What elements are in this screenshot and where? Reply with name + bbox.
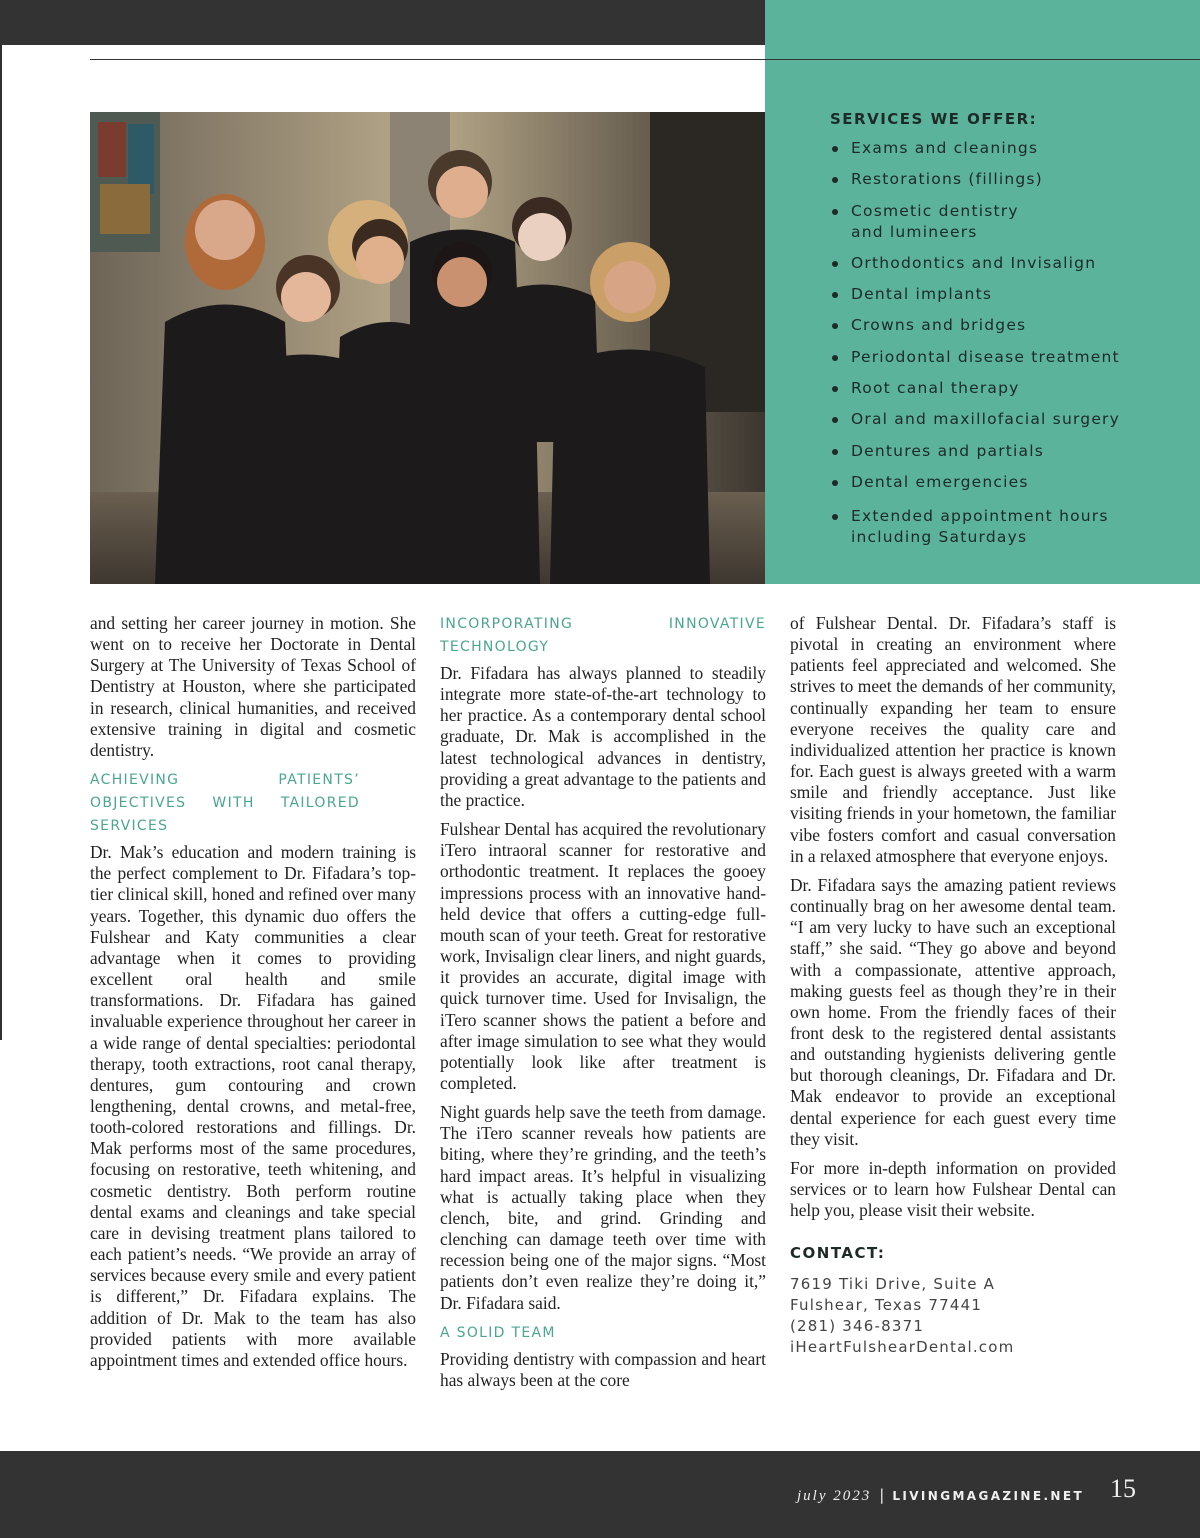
subheading-innovative-technology: INCORPORATING INNOVATIVE TECHNOLOGY bbox=[440, 616, 766, 655]
subheading-solid-team: A SOLID TEAM bbox=[440, 1324, 556, 1341]
issue-date: july 2023 bbox=[797, 1488, 872, 1504]
contact-phone[interactable]: (281) 346-8371 bbox=[790, 1316, 925, 1335]
paragraph: Fulshear Dental has acquired the revolutionary iTero intraoral scanner for restorative and orthodontic treatment. It replaces the gooey impressions process with an innovative hand-held device that offers a cutting-edge full-mouth scan of your teeth. Great for restorative work, Invisalign clear liners, and night guards, it provides an accurate, digital image with quick turnover time. Used for Invisalign, the iTero scanner shows the patient a before and after image simulation to see what they would potentially look like after treatment is completed. bbox=[440, 819, 766, 1093]
service-item: Extended appointment hours including Saturdays bbox=[830, 506, 1120, 548]
paragraph: Providing dentistry with compassion and heart has always been at the core bbox=[440, 1348, 766, 1390]
service-item: Oral and maxillofacial surgery bbox=[830, 409, 1180, 430]
page-number: 15 bbox=[1110, 1474, 1136, 1503]
service-item: Crowns and bridges bbox=[830, 315, 1180, 336]
service-item: Dental emergencies bbox=[830, 472, 1180, 493]
team-photo-illustration bbox=[90, 112, 765, 584]
team-photo bbox=[90, 112, 765, 584]
subheading-tailored-services: ACHIEVING PATIENTS’ OBJECTIVES WITH TAILORED SERVICES bbox=[90, 772, 360, 835]
service-item: Orthodontics and Invisalign bbox=[830, 253, 1180, 274]
article-column-2 bbox=[440, 613, 766, 1399]
paragraph: Dr. Mak’s education and modern training is the perfect complement to Dr. Fifadara’s top-tier clinical skill, honed and refined over many years. Together, this dynamic duo offers the Fulshear and Katy communities a clear advantage when it comes to providing excellent oral health and smile transformations. Dr. Fifadara has gained invaluable experience throughout her career in a wide range of dental specialties: periodontal therapy, tooth extractions, root canal therapy, dentures, gum contouring and crown lengthening, dental crowns, and metal-free, tooth-colored restorations and fillings. Dr. Mak performs most of the same procedures, focusing on restorative, teeth whitening, and cosmetic dentistry. Both perform routine dental exams and cleanings and take special care in devising treatment plans tailored to each patient’s needs. “We provide an array of services because every smile and every patient is different,” Dr. Fifadara explains. The addition of Dr. Mak to the team has also provided patients with more available appointment times and extended office hours. bbox=[90, 842, 416, 1370]
contact-website-link[interactable]: iHeartFulshearDental.com bbox=[790, 1337, 1015, 1356]
contact-address-line2: Fulshear, Texas 77441 bbox=[790, 1295, 983, 1314]
service-item: Cosmetic dentistry and lumineers bbox=[830, 201, 1040, 243]
services-heading: SERVICES WE OFFER: bbox=[830, 110, 1038, 128]
paragraph: Dr. Fifadara has always planned to steadily integrate more state-of-the-art technology to her practice. As a contemporary dental school graduate, Dr. Mak is accomplished in the latest technological advances in dentistry, providing a great advantage to the patients and the practice. bbox=[440, 663, 766, 810]
services-box bbox=[830, 110, 1180, 558]
paragraph: and setting her career journey in motion. She went on to receive her Doctorate in Dental Surgery at The University of Texas School of Dentistry at Houston, where she participated in research, clinical humanities, and received extensive training in digital and cosmetic dentistry. bbox=[90, 613, 416, 760]
contact-heading: CONTACT: bbox=[790, 1244, 886, 1263]
paragraph: Night guards help save the teeth from damage. The iTero scanner reveals how patients are biting, where they’re grinding, and the teeth’s hard impact areas. It’s helpful in visualizing what is actually taking place when they clench, bite, and grind. Grinding and clenching can damage teeth over time with recession being one of the major signs. “Most patients don’t even realize they’re doing it,” Dr. Fifadara said. bbox=[440, 1102, 766, 1313]
footer-separator: | bbox=[879, 1486, 885, 1504]
header-divider bbox=[90, 59, 1200, 60]
service-item: Restorations (fillings) bbox=[830, 169, 1180, 190]
article-column-3 bbox=[790, 613, 1116, 1358]
top-dark-bar bbox=[0, 0, 765, 45]
article-column-1 bbox=[90, 613, 416, 1379]
service-item: Dental implants bbox=[830, 284, 1180, 305]
magazine-site-link[interactable]: LIVINGMAGAZINE.NET bbox=[892, 1489, 1085, 1503]
paragraph: of Fulshear Dental. Dr. Fifadara’s staff is pivotal in creating an environment where patients feel appreciated and welcomed. She strives to meet the demands of her community, continually expanding her team to ensure everyone receives the quality care and individualized attention her practice is known for. Each guest is always greeted with a warm smile and friendly acceptance. Just like visiting friends in your hometown, the familiar vibe fosters comfort and casual conversation in a relaxed atmosphere that everyone enjoys. bbox=[790, 613, 1117, 866]
service-item: Root canal therapy bbox=[830, 378, 1180, 399]
service-item: Periodontal disease treatment bbox=[830, 347, 1180, 368]
paragraph: Dr. Fifadara says the amazing patient reviews continually brag on her awesome dental team. “I am very lucky to have such an exceptional staff,” she said. “They go above and beyond with a compassionate, attentive approach, making guests feel as though they’re in their own home. From the friendly faces of their front desk to the registered dental assistants and outstanding hygienists delivering gentle but thorough cleanings, Dr. Fifadara and Dr. Mak endeavor to provide an exceptional dental experience for each guest every time they visit. bbox=[790, 874, 1116, 1149]
footer-credit bbox=[797, 1486, 1084, 1505]
contact-address-line1: 7619 Tiki Drive, Suite A bbox=[790, 1274, 996, 1293]
service-item: Exams and cleanings bbox=[830, 138, 1180, 159]
service-item: Dentures and partials bbox=[830, 441, 1180, 462]
services-list bbox=[830, 138, 1180, 548]
paragraph: For more in-depth information on provided services or to learn how Fulshear Dental can help you, please visit their website. bbox=[790, 1157, 1116, 1221]
left-edge-rule bbox=[0, 45, 2, 1040]
